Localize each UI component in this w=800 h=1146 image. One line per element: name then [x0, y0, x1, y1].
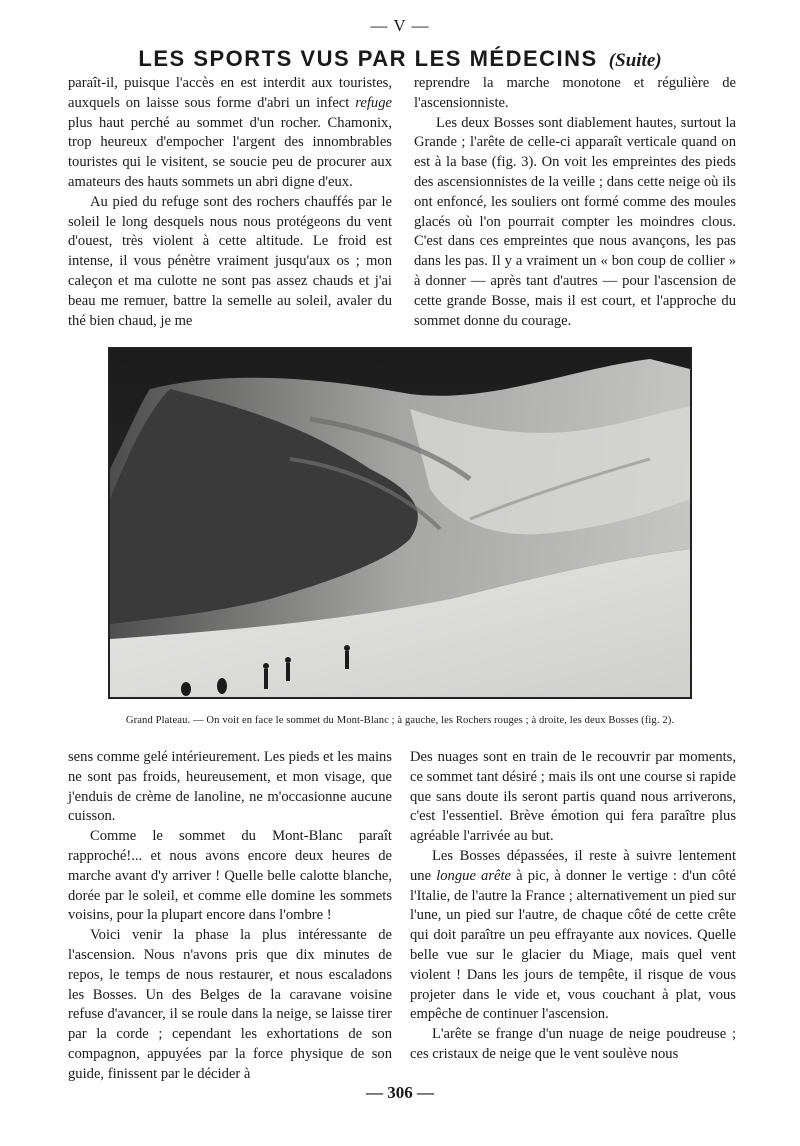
page-number: — 306 —	[366, 1083, 434, 1102]
paragraph: L'arête se frange d'un nuage de neige poudreuse ; ces cristaux de neige que le vent soulève nous	[410, 1026, 736, 1062]
column-top-left	[68, 74, 392, 331]
paragraph: Au pied du refuge sont des rochers chauffés par le soleil le long desquels nous nous protégeons du vent d'ouest, très violent à cette altitude. Le froid est intense, il vous pénètre vraiment jusqu'aux os ; mon caleçon et ma culotte ne sont pas assez chauds et j'ai beau me remuer, battre la semelle au soleil, avaler du thé bien chaud, je me	[68, 193, 392, 329]
title-suite: (Suite)	[608, 50, 662, 71]
column-top-right	[414, 74, 736, 331]
column-bottom-right	[410, 748, 736, 1065]
paragraph: Les deux Bosses sont diablement hautes, surtout la Grande ; l'arête de celle-ci apparaît verticale quand on est à la base (fig. 3). On voit les empreintes des pieds des ascensionnistes de la veille ; dans cette neige où ils ont enfoncé, les souliers ont formé comme des moules glacés où l'on pourrait compter les moindres clous. C'est dans ces empreintes que nous avançons, les pas dans les pas. Il y a vraiment un « bon coup de collier » à donner — après tant d'autres — pour l'ascension de cette grande Bosse, mais il est court, et l'approche du sommet donne du courage.	[414, 114, 736, 329]
article-title: LES SPORTS VUS PAR LES MÉDECINS	[138, 46, 598, 71]
paragraph: Les Bosses dépassées, il reste à suivre lentement une longue arête à pic, à donner le vertige : d'un côté l'Italie, de l'autre la France ; alternativement un pied sur l'une, un pied sur l'autre, de chaque côté de cette crête qui doit paraître un peu effrayante aux novices. Quelle belle vue sur le glacier du Miage, mais quel vent violent ! Dans les jours de tempête, il risque de vous projeter dans le vide et, vous couchant à plat, vous empêche de continuer l'ascension.	[410, 847, 736, 1023]
paragraph: Voici venir la phase la plus intéressante de l'ascension. Nous n'avons pris que dix minutes de repos, le temps de nous restaurer, et nous escaladons les Bosses. Un des Belges de la caravane voisine refuse d'avancer, il se roule dans la neige, se laisse tirer par la corde ; cependant les exhortations de son compagnon, appuyées par la force physique de son guide, finissent par le décider à	[68, 927, 392, 1082]
top-folio: — V —	[370, 16, 430, 35]
grand-plateau-photo	[108, 347, 692, 699]
paragraph: Comme le sommet du Mont-Blanc paraît rapproché!... et nous avons encore deux heures de marche avant d'y arriver ! Quelle belle calotte blanche, dorée par le soleil, et comme elle domine les sommets voisins, pour la plupart encore dans l'ombre !	[68, 828, 392, 924]
paragraph: paraît-il, puisque l'accès en est interdit aux touristes, auxquels on laisse sous forme d'abri un infect refuge plus haut perché au sommet d'un rocher. Chamonix, trop heureux d'empocher l'argent des innombrables touristes qui le visitent, se soucie peu de procurer aux amateurs des hauts sommets un abri digne d'eux.	[68, 75, 392, 190]
figure-caption: Grand Plateau. — On voit en face le sommet du Mont-Blanc ; à gauche, les Rochers rouges ; à droite, les deux Bosses (fig. 2).	[125, 715, 675, 726]
paragraph: Des nuages sont en train de le recouvrir par moments, ce sommet tant désiré ; mais ils ont une course si rapide que sans doute ils seront partis quand nous arriverons, c'est l'essentiel. Brève émotion qui fera paraître plus agréable l'arrivée au but.	[410, 749, 736, 845]
paragraph: reprendre la marche monotone et régulière de l'ascensionniste.	[414, 75, 736, 111]
page-title	[0, 46, 800, 72]
paragraph: sens comme gelé intérieurement. Les pieds et les mains ne sont pas froids, heureusement, et mon visage, que j'enduis de crème de lanoline, ne m'occasionne aucune cuisson.	[68, 749, 392, 825]
column-bottom-left	[68, 748, 392, 1085]
